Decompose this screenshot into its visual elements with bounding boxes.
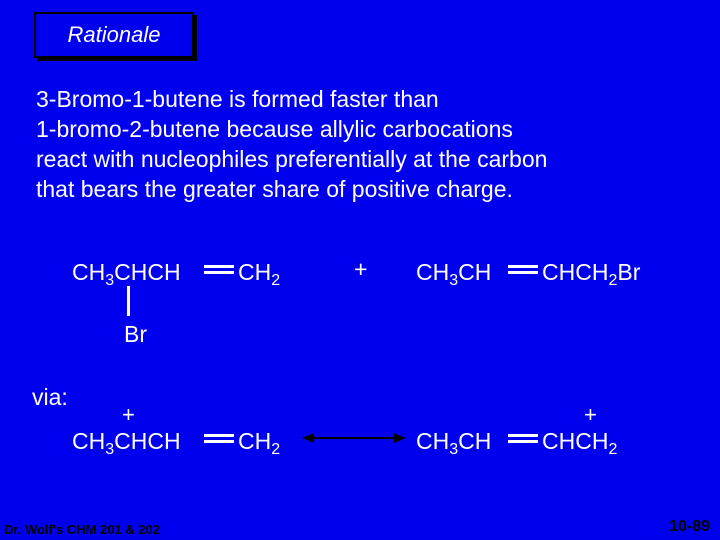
formula-subscript: 2 bbox=[271, 272, 281, 289]
formula-text: CH bbox=[238, 259, 272, 285]
formula-text: CHCH bbox=[542, 259, 609, 285]
formula-text: CH bbox=[72, 428, 106, 454]
plus-text: + bbox=[354, 256, 368, 282]
paragraph-line-4: that bears the greater share of positive charge. bbox=[36, 176, 513, 202]
product-3-bromo-1-butene-left bbox=[72, 258, 181, 289]
formula-text: CH bbox=[238, 428, 272, 454]
paragraph-line-1: 3-Bromo-1-butene is formed faster than bbox=[36, 86, 439, 112]
rationale-paragraph bbox=[36, 84, 696, 204]
cation-left-resonance-b bbox=[238, 427, 281, 458]
formula-subscript: 2 bbox=[271, 441, 281, 458]
slide-title bbox=[34, 12, 194, 58]
product-3-bromo-1-butene-right bbox=[238, 258, 281, 289]
formula-subscript: 3 bbox=[449, 441, 459, 458]
via-label bbox=[32, 383, 68, 411]
formula-subscript: 2 bbox=[608, 272, 618, 289]
single-bond-vertical bbox=[127, 286, 130, 316]
product-1-bromo-2-butene-right bbox=[542, 258, 641, 289]
cation-left-resonance-a bbox=[72, 427, 181, 458]
formula-text: Br bbox=[617, 259, 641, 285]
paragraph-line-3: react with nucleophiles preferentially at the carbon bbox=[36, 146, 548, 172]
formula-text: CHCH bbox=[542, 428, 609, 454]
formula-text: CH bbox=[72, 259, 106, 285]
cation-right-resonance-a bbox=[416, 427, 492, 458]
formula-text: CH bbox=[416, 259, 450, 285]
positive-charge bbox=[584, 402, 597, 428]
formula-subscript: 3 bbox=[105, 272, 115, 289]
double-bond bbox=[508, 265, 538, 274]
footer-slide-number: 10-89 bbox=[669, 518, 710, 535]
slide-title-text: Rationale bbox=[67, 22, 161, 47]
charge-text: + bbox=[122, 402, 135, 427]
double-bond bbox=[204, 265, 234, 274]
formula-text: Br bbox=[124, 321, 147, 347]
cation-right-resonance-b bbox=[542, 427, 618, 458]
positive-charge bbox=[122, 402, 135, 428]
formula-text: CH bbox=[416, 428, 450, 454]
product-1-bromo-2-butene-left bbox=[416, 258, 492, 289]
formula-text: CH bbox=[458, 428, 492, 454]
charge-text: + bbox=[584, 402, 597, 427]
formula-subscript: 2 bbox=[608, 441, 618, 458]
plus-sign bbox=[354, 255, 367, 283]
formula-subscript: 3 bbox=[105, 441, 115, 458]
bromine-substituent bbox=[124, 320, 147, 348]
resonance-arrow-icon bbox=[300, 428, 408, 448]
via-text: via: bbox=[32, 384, 68, 410]
paragraph-line-2: 1-bromo-2-butene because allylic carbocations bbox=[36, 116, 513, 142]
formula-text: CHCH bbox=[114, 428, 181, 454]
double-bond bbox=[508, 434, 538, 443]
formula-text: CHCH bbox=[114, 259, 181, 285]
footer-course: Dr. Wolf's CHM 201 & 202 bbox=[4, 522, 161, 537]
double-bond bbox=[204, 434, 234, 443]
formula-text: CH bbox=[458, 259, 492, 285]
formula-subscript: 3 bbox=[449, 272, 459, 289]
